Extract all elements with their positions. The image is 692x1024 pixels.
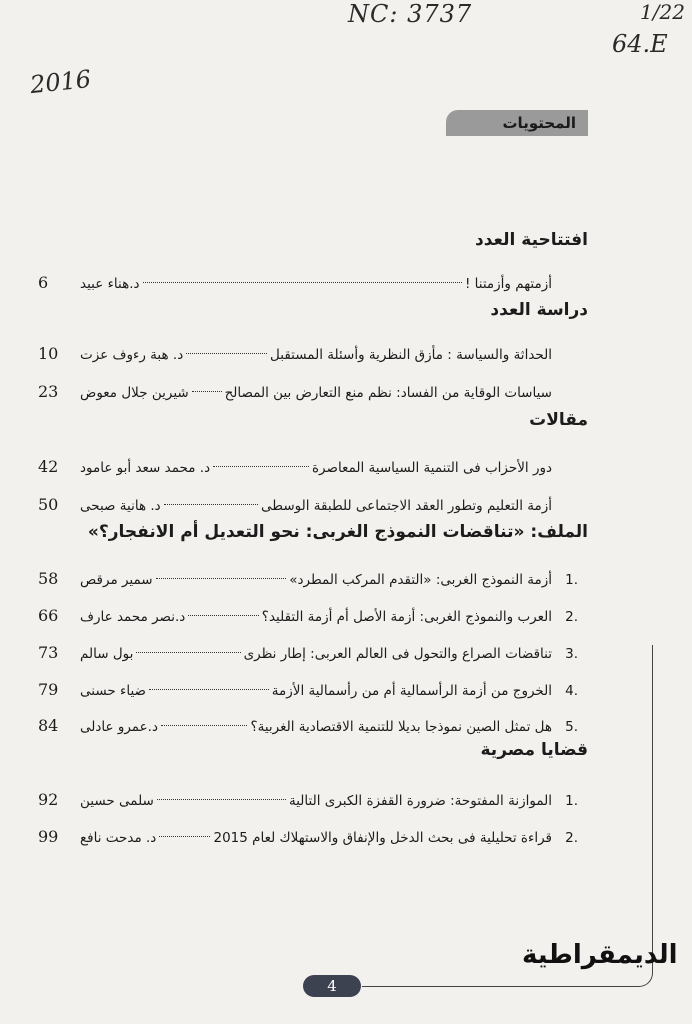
entry-title: الخروج من أزمة الرأسمالية أم من رأسمالية الأزمة: [271, 683, 552, 699]
entry-title: هل تمثل الصين نموذجا بديلا للتنمية الاقتصادية الغربية؟: [250, 719, 552, 735]
section-heading-egypt-issues: قضايا مصرية: [480, 740, 588, 760]
entry-page: 99: [38, 827, 59, 846]
decorative-frame-line: [642, 645, 653, 970]
dot-leader: [136, 652, 240, 653]
entry-page: 23: [38, 382, 59, 401]
toc-entry[interactable]: [38, 271, 578, 295]
section-heading-articles: مقالات: [529, 410, 588, 430]
toc-entry[interactable]: [38, 788, 578, 812]
dot-leader: [143, 282, 462, 283]
entry-author: د.نصر محمد عارف: [80, 609, 186, 625]
entry-author: د. محمد سعد أبو عامود: [80, 460, 211, 476]
entry-number: 2.: [565, 830, 578, 846]
handwritten-year: 2016: [28, 64, 93, 100]
entry-author: د.هناء عبيد: [80, 276, 140, 292]
entry-author: د. هانية صبحى: [80, 498, 161, 514]
entry-title: أزمتهم وأزمتنا !: [464, 276, 552, 292]
dot-leader: [157, 799, 286, 800]
entry-title: الموازنة المفتوحة: ضرورة القفزة الكبرى التالية: [289, 793, 552, 809]
entry-page: 92: [38, 790, 59, 809]
entry-number: 5.: [565, 719, 578, 735]
entry-author: د. مدحت نافع: [80, 830, 157, 846]
dot-leader: [164, 504, 258, 505]
entry-title: قراءة تحليلية فى بحث الدخل والإنفاق والاستهلاك لعام 2015: [213, 830, 552, 846]
entry-title: أزمة النموذج الغربى: «التقدم المركب المطرد»: [289, 572, 552, 588]
entry-author: سمير مرقص: [80, 572, 153, 588]
dot-leader: [156, 578, 287, 579]
entry-author: سلمى حسين: [80, 793, 154, 809]
entry-author: د. هبة رءوف عزت: [80, 347, 184, 363]
handwritten-catalog-number: NC: 3737: [348, 0, 473, 28]
entry-title: دور الأحزاب فى التنمية السياسية المعاصرة: [311, 460, 552, 476]
handwritten-code-bottom: 64.E: [612, 30, 668, 58]
entry-number: 2.: [565, 609, 578, 625]
decorative-frame-bottom: [362, 970, 653, 987]
entry-page: 58: [38, 569, 59, 588]
dot-leader: [188, 615, 258, 616]
entry-title: الحداثة والسياسة : مأزق النظرية وأسئلة المستقبل: [270, 347, 552, 363]
entry-page: 79: [38, 680, 59, 699]
toc-entry[interactable]: [38, 455, 578, 479]
entry-page: 66: [38, 606, 59, 625]
toc-entry[interactable]: [38, 714, 578, 738]
toc-entry[interactable]: [38, 641, 578, 665]
page-number-badge: 4: [303, 975, 361, 997]
dot-leader: [186, 353, 267, 354]
dot-leader: [213, 466, 309, 467]
entry-author: ضياء حسنى: [80, 683, 147, 699]
entry-author: شيرين جلال معوض: [80, 385, 189, 401]
entry-author: بول سالم: [80, 646, 134, 662]
toc-entry[interactable]: [38, 604, 578, 628]
section-heading-dossier: الملف: «تناقضات النموذج الغربى: نحو التعديل أم الانفجار؟»: [87, 522, 588, 542]
entry-number: 1.: [565, 572, 578, 588]
section-heading-study: دراسة العدد: [490, 300, 588, 320]
entry-title: تناقضات الصراع والتحول فى العالم العربى: إطار نظرى: [243, 646, 552, 662]
toc-entry[interactable]: [38, 380, 578, 404]
toc-entry[interactable]: [38, 342, 578, 366]
entry-title: العرب والنموذج الغربى: أزمة الأصل أم أزمة التقليد؟: [261, 609, 552, 625]
entry-title: أزمة التعليم وتطور العقد الاجتماعى للطبقة الوسطى: [261, 498, 552, 514]
entry-number: 3.: [565, 646, 578, 662]
entry-number: 1.: [565, 793, 578, 809]
dot-leader: [159, 836, 210, 837]
magazine-logo: الديمقراطية: [522, 940, 678, 970]
entry-page: 50: [38, 495, 59, 514]
dot-leader: [161, 725, 247, 726]
toc-entry[interactable]: [38, 567, 578, 591]
entry-number: 4.: [565, 683, 578, 699]
section-heading-editorial: افتتاحية العدد: [475, 230, 588, 250]
toc-entry[interactable]: [38, 825, 578, 849]
toc-entry[interactable]: [38, 678, 578, 702]
entry-author: د.عمرو عادلى: [80, 719, 158, 735]
dot-leader: [192, 391, 222, 392]
entry-page: 42: [38, 457, 59, 476]
contents-heading-tab: المحتويات: [446, 110, 588, 136]
entry-page: 10: [38, 344, 59, 363]
handwritten-code-top: 1/22: [640, 0, 685, 24]
entry-page: 84: [38, 716, 59, 735]
entry-title: سياسات الوقاية من الفساد: نظم منع التعارض بين المصالح: [224, 385, 552, 401]
toc-entry[interactable]: [38, 493, 578, 517]
dot-leader: [149, 689, 269, 690]
entry-page: 73: [38, 643, 59, 662]
entry-page: 6: [38, 273, 49, 292]
